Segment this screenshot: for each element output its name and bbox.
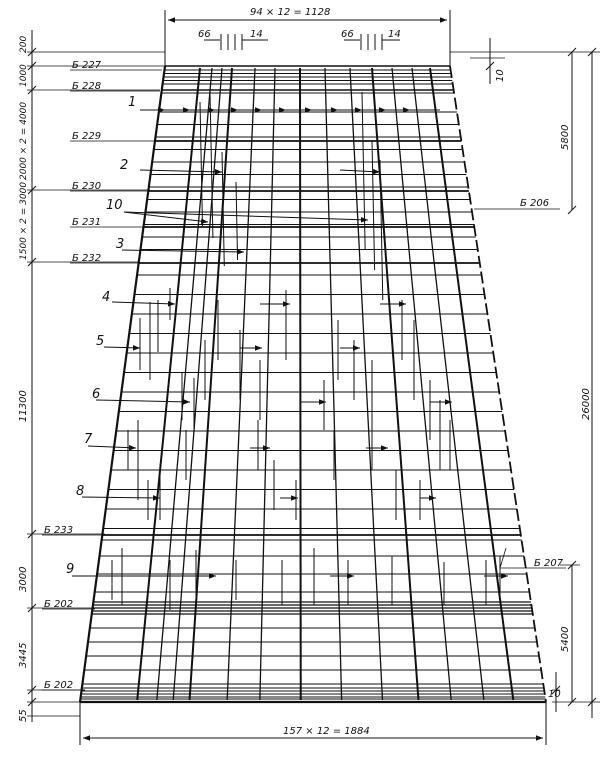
short-bar	[372, 140, 375, 270]
label-b232: Б 232	[72, 253, 102, 264]
dim-5800: 5800	[560, 124, 571, 150]
position-6: 6	[92, 387, 101, 402]
top-spacing-14-right: 14	[388, 29, 401, 40]
dim-1500x2: 1500 × 2 = 3000	[19, 181, 29, 260]
right-dimension-chain	[450, 38, 600, 718]
bottom-dimension	[80, 702, 546, 745]
short-bar	[380, 160, 383, 300]
dim-11300: 11300	[18, 390, 29, 422]
position-10: 10	[106, 198, 123, 213]
label-b228: Б 228	[72, 81, 102, 92]
position-arrow	[96, 400, 190, 402]
dim-10-top: 10	[495, 69, 506, 82]
label-b202-upper: Б 202	[44, 599, 74, 610]
bottom-overall-dimension: 157 × 12 = 1884	[283, 726, 370, 737]
top-overall-dimension: 94 × 12 = 1128	[250, 7, 331, 18]
top-spacing-66-left: 66	[198, 29, 211, 40]
position-5: 5	[96, 334, 105, 349]
position-arrows	[72, 110, 508, 576]
position-7: 7	[84, 432, 93, 447]
dim-26000: 26000	[581, 388, 592, 420]
position-2: 2	[120, 158, 129, 173]
label-b229: Б 229	[72, 131, 102, 142]
label-b233: Б 233	[44, 525, 74, 536]
label-b231: Б 231	[72, 217, 102, 228]
dim-55: 55	[18, 709, 29, 722]
label-b207: Б 207	[534, 558, 564, 569]
short-bar	[236, 182, 238, 260]
position-arrow	[104, 347, 140, 348]
label-b202-lower: Б 202	[44, 680, 74, 691]
label-b230: Б 230	[72, 181, 102, 192]
position-8: 8	[76, 484, 85, 499]
mark-leaders	[42, 70, 162, 690]
position-4: 4	[102, 290, 111, 305]
position-1: 1	[128, 95, 137, 110]
top-spacing-66-right: 66	[341, 29, 354, 40]
position-9: 9	[66, 562, 75, 577]
position-arrow	[112, 302, 175, 304]
dim-5400: 5400	[560, 626, 571, 652]
dim-10-bottom: 10	[548, 689, 561, 700]
label-b227: Б 227	[72, 60, 102, 71]
horizontal-bars	[80, 70, 545, 699]
panel-outline	[80, 66, 546, 702]
dim-2000x2: 2000 × 2 = 4000	[19, 101, 29, 180]
position-arrow	[88, 446, 136, 448]
dim-3445: 3445	[18, 642, 29, 668]
label-b206: Б 206	[520, 198, 550, 209]
position-arrow	[340, 170, 380, 172]
position-3: 3	[116, 237, 125, 252]
dim-200: 200	[19, 35, 29, 53]
dim-3000: 3000	[18, 566, 29, 592]
top-spacing-14-left: 14	[250, 29, 263, 40]
position-arrow	[140, 170, 222, 172]
dim-1000: 1000	[19, 64, 29, 87]
